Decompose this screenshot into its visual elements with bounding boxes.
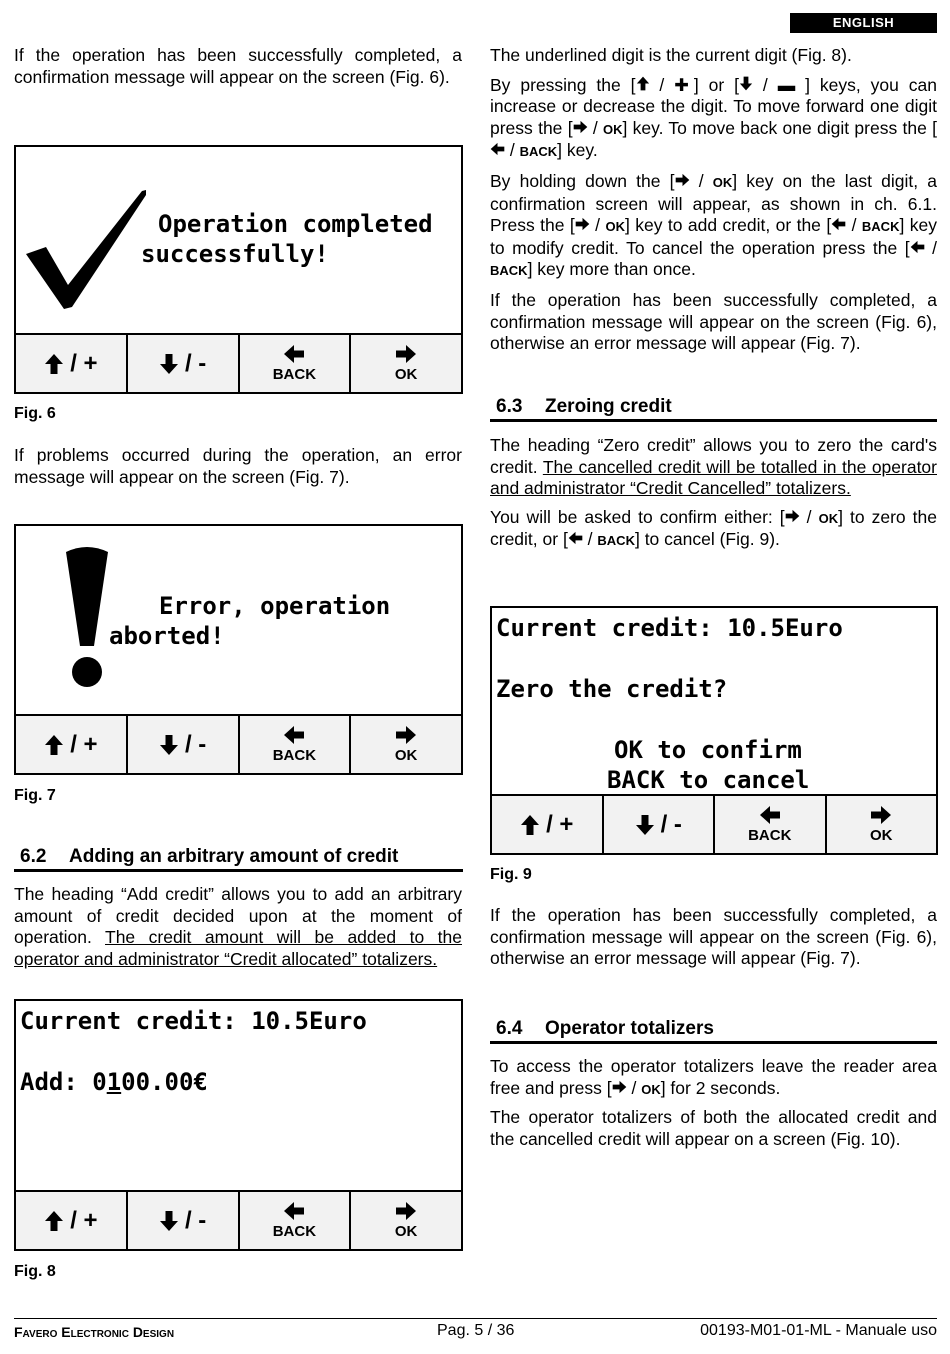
access-totalizers-paragraph: To access the operator totalizers leave the reader area free and press [ / OK] for 2 seconds. <box>490 1056 937 1098</box>
down-minus-key[interactable]: / - <box>128 1192 240 1249</box>
arrow-left-icon <box>568 531 583 545</box>
success-line-2: successfully! <box>141 240 329 268</box>
arrow-right-icon <box>395 344 417 364</box>
arrow-left-icon <box>759 805 781 825</box>
arrow-left-icon <box>831 217 846 231</box>
section-6-2-heading: 6.2 Adding an arbitrary amount of credit <box>14 846 463 872</box>
fig9-result-text: If the operation has been successfully completed, a confirmation message will appear on the screen (Fig. 6), otherwise an error message will appear (Fig. 7). <box>490 905 937 969</box>
ok-key[interactable]: OK <box>351 335 461 392</box>
error-line-2: aborted! <box>109 622 225 650</box>
arrow-up-icon <box>44 734 64 756</box>
up-plus-key[interactable]: / + <box>16 335 128 392</box>
success-line-1: Operation completed <box>158 210 433 238</box>
arrow-up-icon <box>44 353 64 375</box>
underlined-digit-paragraph: The underlined digit is the current digit (Fig. 8). <box>490 45 852 65</box>
arrow-down-icon <box>159 1210 179 1232</box>
footer-company: Favero Electronic Design <box>14 1324 175 1340</box>
softkey-bar <box>492 794 936 853</box>
arrow-down-icon <box>159 734 179 756</box>
arrow-right-icon <box>870 805 892 825</box>
back-key[interactable]: BACK <box>240 335 352 392</box>
arrow-left-icon <box>910 240 925 254</box>
arrow-right-icon <box>612 1080 627 1094</box>
fig8-current-credit: Current credit: 10.5Euro <box>20 1007 367 1035</box>
error-line-1: Error, operation <box>159 592 391 620</box>
fig7-caption: Fig. 7 <box>14 787 56 804</box>
fig9-question: Zero the credit? <box>496 675 728 703</box>
fig9-cancel-hint: BACK to cancel <box>607 766 810 794</box>
arrow-right-icon <box>575 217 590 231</box>
arrow-up-icon <box>636 76 650 91</box>
softkey-bar <box>16 333 461 392</box>
arrow-right-icon <box>573 120 588 134</box>
back-key[interactable]: BACK <box>240 1192 352 1249</box>
result-paragraph: If the operation has been successfully completed, a confirmation message will appear on the screen (Fig. 6), otherwise an error message will appear (Fig. 7). <box>490 289 937 354</box>
add-credit-paragraph: The heading “Add credit” allows you to add an arbitrary amount of credit decided upon at the moment of operation. The credit amount will be added to the operator and administrator “Credit allocated” totalizers. <box>14 884 462 969</box>
back-key[interactable]: BACK <box>240 716 352 773</box>
fig6-screen <box>14 145 463 394</box>
down-minus-key[interactable]: / - <box>128 716 240 773</box>
fig9-current-credit: Current credit: 10.5Euro <box>496 614 843 642</box>
ok-key[interactable]: OK <box>351 1192 461 1249</box>
softkey-bar <box>16 1190 461 1249</box>
softkey-bar <box>16 714 461 773</box>
minus-icon: ▬ <box>777 74 796 95</box>
fig9-caption: Fig. 9 <box>490 866 532 883</box>
arrow-up-icon <box>44 1210 64 1232</box>
holding-down-paragraph: By holding down the [ / OK] key on the last digit, a confirmation screen will appear, as shown in ch. 6.1. Press the [ / OK] key to add credit, or the [ / BACK] key to modify credit. To cancel the operation press the [ / BACK] key more than once. <box>490 170 937 280</box>
footer-page-number: Pag. 5 / 36 <box>437 1322 515 1339</box>
fig8-add-value: Add: 0100.00€ <box>20 1068 208 1096</box>
down-minus-key[interactable]: / - <box>128 335 240 392</box>
error-intro-paragraph: If problems occurred during the operation, an error message will appear on the screen (Fig. 7). <box>14 445 462 487</box>
footer-divider <box>14 1318 937 1319</box>
up-plus-key[interactable]: / + <box>16 716 128 773</box>
arrow-right-icon <box>395 1201 417 1221</box>
section-6-4-heading: 6.4 Operator totalizers <box>490 1018 937 1044</box>
back-key[interactable]: BACK <box>715 796 827 853</box>
totalizers-screen-paragraph: The operator totalizers of both the allocated credit and the cancelled credit will appear on a screen (Fig. 10). <box>490 1107 937 1149</box>
arrow-down-icon <box>159 353 179 375</box>
arrow-left-icon <box>283 1201 305 1221</box>
arrow-left-icon <box>283 725 305 745</box>
confirm-paragraph: You will be asked to confirm either: [ / OK] to zero the credit, or [ / BACK] to cancel (Fig. 9). <box>490 506 937 550</box>
language-badge: ENGLISH <box>790 13 937 33</box>
fig9-screen <box>490 606 938 855</box>
fig7-screen <box>14 524 463 775</box>
arrow-left-icon <box>283 344 305 364</box>
arrow-down-icon <box>739 76 753 91</box>
fig8-screen <box>14 999 463 1251</box>
up-plus-key[interactable]: / + <box>16 1192 128 1249</box>
section-6-3-heading: 6.3 Zeroing credit <box>490 396 937 422</box>
ok-key[interactable]: OK <box>351 716 461 773</box>
plus-icon: ✚ <box>674 74 694 95</box>
arrow-down-icon <box>635 814 655 836</box>
zero-credit-paragraph: The heading “Zero credit” allows you to zero the card's credit. The cancelled credit will be totalled in the operator and administrator “Credit Cancelled” totalizers. <box>490 435 937 499</box>
ok-key[interactable]: OK <box>827 796 937 853</box>
increase-decrease-paragraph: By pressing the [ / ✚] or [ / ▬ ] keys, you can increase or decrease the digit. To move forward one digit press the [ / OK] key. To move back one digit press the [ / BACK] key. <box>490 74 937 161</box>
up-plus-key[interactable]: / + <box>492 796 604 853</box>
arrow-up-icon <box>520 814 540 836</box>
arrow-left-icon <box>490 142 505 156</box>
exclamation-icon <box>62 546 112 690</box>
totalizers-text <box>490 1056 937 1150</box>
down-minus-key[interactable]: / - <box>604 796 716 853</box>
zero-credit-text <box>490 435 937 552</box>
right-column-text <box>490 45 937 355</box>
fig8-caption: Fig. 8 <box>14 1263 56 1280</box>
intro-paragraph: If the operation has been successfully completed, a confirmation message will appear on the screen (Fig. 6). <box>14 45 462 87</box>
arrow-right-icon <box>395 725 417 745</box>
checkmark-icon <box>26 189 146 311</box>
footer-document-code: 00193-M01-01-ML - Manuale uso <box>700 1322 937 1339</box>
arrow-right-icon <box>785 509 800 523</box>
fig6-caption: Fig. 6 <box>14 405 56 422</box>
arrow-right-icon <box>675 173 690 187</box>
fig9-confirm-hint: OK to confirm <box>614 736 802 764</box>
